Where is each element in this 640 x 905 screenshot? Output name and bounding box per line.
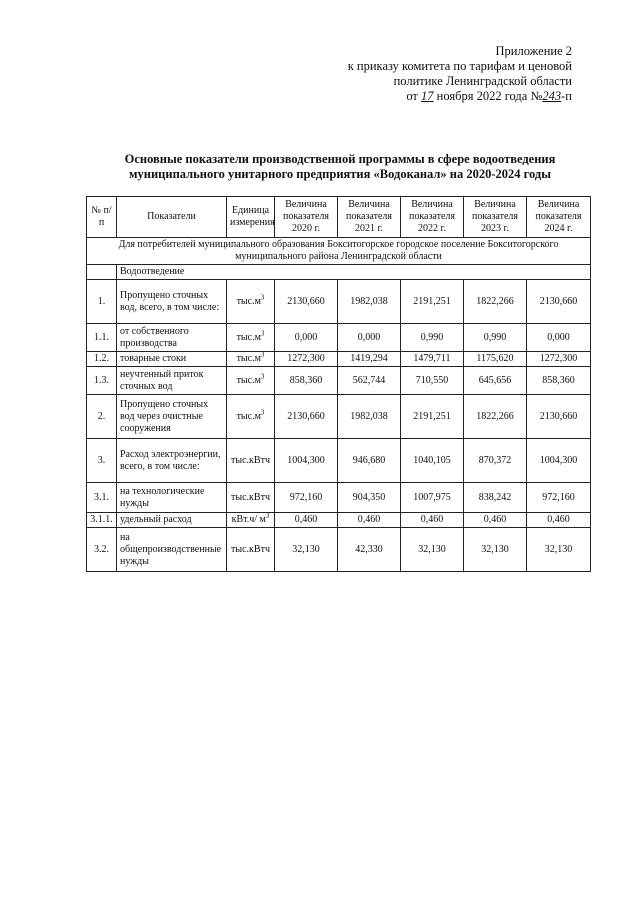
header-num: № п/п — [87, 197, 117, 238]
row-unit — [227, 513, 275, 528]
unit-text: тыс.м — [236, 331, 261, 343]
value-cell-2021: 1982,038 — [338, 280, 401, 324]
unit-superscript: 3 — [260, 329, 265, 338]
row-unit — [227, 367, 275, 395]
subsection-empty-cell — [87, 265, 117, 280]
date-prefix: от — [406, 89, 418, 103]
value-cell-2023: 1822,266 — [464, 395, 527, 439]
value-cell-2021: 562,744 — [338, 367, 401, 395]
section-header: Для потребителей муниципального образования Бокситогорское городское поселение Бокситогорского муниципального района Ленинградской области — [87, 238, 591, 265]
row-unit — [227, 483, 275, 513]
row-unit — [227, 528, 275, 572]
row-number: 2. — [87, 395, 117, 439]
value-cell-2022: 32,130 — [401, 528, 464, 572]
value-cell-2020: 1272,300 — [275, 352, 338, 367]
value-cell-2024: 1272,300 — [527, 352, 591, 367]
value-cell-2022: 1479,711 — [401, 352, 464, 367]
value-cell-2024: 1004,300 — [527, 439, 591, 483]
value-cell-2022: 1040,105 — [401, 439, 464, 483]
value-cell-2021: 946,680 — [338, 439, 401, 483]
value-cell-2022: 710,550 — [401, 367, 464, 395]
value-cell-2023: 1822,266 — [464, 280, 527, 324]
value-cell-2020: 2130,660 — [275, 395, 338, 439]
row-number: 1.2. — [87, 352, 117, 367]
value-cell-2023: 1175,620 — [464, 352, 527, 367]
unit-text: тыс.кВтч — [231, 454, 270, 466]
annex-title: Приложение 2 — [495, 44, 572, 58]
value-cell-2020: 972,160 — [275, 483, 338, 513]
table-row — [87, 513, 591, 528]
row-indicator-name: неучтенный приток сточных вод — [117, 367, 227, 395]
unit-superscript: 3 — [260, 293, 265, 302]
row-number: 3.1. — [87, 483, 117, 513]
unit-text: тыс.м — [236, 410, 261, 422]
order-suffix: -п — [561, 89, 572, 103]
section-row — [87, 238, 591, 265]
subsection-row — [87, 265, 591, 280]
row-indicator-name: Пропущено сточных вод, всего, в том числе: — [117, 280, 227, 324]
value-cell-2023: 32,130 — [464, 528, 527, 572]
value-cell-2021: 0,000 — [338, 324, 401, 352]
value-cell-2023: 0,990 — [464, 324, 527, 352]
annex-line3: политике Ленинградской области — [393, 74, 572, 88]
header-row — [87, 197, 591, 238]
unit-superscript: 3 — [260, 350, 265, 359]
value-cell-2024: 858,360 — [527, 367, 591, 395]
value-cell-2021: 1982,038 — [338, 395, 401, 439]
table-row — [87, 280, 591, 324]
unit-text: тыс.м — [236, 295, 261, 307]
annex-block — [332, 44, 572, 104]
table-row — [87, 367, 591, 395]
row-indicator-name: товарные стоки — [117, 352, 227, 367]
value-cell-2020: 2130,660 — [275, 280, 338, 324]
unit-text: тыс.м — [236, 374, 261, 386]
table-row — [87, 324, 591, 352]
header-2020: Величина показателя 2020 г. — [275, 197, 338, 238]
row-indicator-name: Пропущено сточных вод через очистные сооружения — [117, 395, 227, 439]
value-cell-2022: 1007,975 — [401, 483, 464, 513]
table-row — [87, 439, 591, 483]
row-unit — [227, 439, 275, 483]
value-cell-2024: 0,000 — [527, 324, 591, 352]
table-row — [87, 528, 591, 572]
unit-superscript: 3 — [260, 408, 265, 417]
table-row — [87, 483, 591, 513]
value-cell-2022: 2191,251 — [401, 395, 464, 439]
header-unit: Единица измерения — [227, 197, 275, 238]
table-row — [87, 352, 591, 367]
row-number: 3.1.1. — [87, 513, 117, 528]
order-day: 17 — [421, 89, 434, 103]
value-cell-2020: 0,000 — [275, 324, 338, 352]
annex-line2: к приказу комитета по тарифам и ценовой — [347, 59, 572, 73]
row-number: 1.1. — [87, 324, 117, 352]
row-number: 1. — [87, 280, 117, 324]
value-cell-2020: 858,360 — [275, 367, 338, 395]
value-cell-2021: 0,460 — [338, 513, 401, 528]
document-title: Основные показатели производственной программы в сфере водоотведения муниципального унитарного предприятия «Водоканал» на 2020-2024 годы — [124, 152, 556, 181]
row-indicator-name: удельный расход — [117, 513, 227, 528]
value-cell-2021: 42,330 — [338, 528, 401, 572]
header-2023: Величина показателя 2023 г. — [464, 197, 527, 238]
value-cell-2023: 645,656 — [464, 367, 527, 395]
value-cell-2022: 0,990 — [401, 324, 464, 352]
row-indicator-name: от собственного производства — [117, 324, 227, 352]
row-number: 3.2. — [87, 528, 117, 572]
value-cell-2023: 870,372 — [464, 439, 527, 483]
header-2021: Величина показателя 2021 г. — [338, 197, 401, 238]
value-cell-2024: 972,160 — [527, 483, 591, 513]
table-row — [87, 395, 591, 439]
unit-superscript: 3 — [260, 372, 265, 381]
value-cell-2022: 0,460 — [401, 513, 464, 528]
row-number: 1.3. — [87, 367, 117, 395]
value-cell-2020: 1004,300 — [275, 439, 338, 483]
value-cell-2024: 2130,660 — [527, 280, 591, 324]
unit-text: тыс.кВтч — [231, 543, 270, 555]
header-2024: Величина показателя 2024 г. — [527, 197, 591, 238]
unit-superscript: 3 — [265, 511, 270, 520]
value-cell-2021: 1419,294 — [338, 352, 401, 367]
value-cell-2023: 0,460 — [464, 513, 527, 528]
row-unit — [227, 352, 275, 367]
row-unit — [227, 324, 275, 352]
row-number: 3. — [87, 439, 117, 483]
value-cell-2020: 0,460 — [275, 513, 338, 528]
value-cell-2021: 904,350 — [338, 483, 401, 513]
value-cell-2022: 2191,251 — [401, 280, 464, 324]
value-cell-2020: 32,130 — [275, 528, 338, 572]
row-indicator-name: Расход электроэнергии, всего, в том числе: — [117, 439, 227, 483]
unit-text: тыс.кВтч — [231, 491, 270, 503]
row-unit — [227, 395, 275, 439]
value-cell-2024: 0,460 — [527, 513, 591, 528]
row-indicator-name: на общепроизводственные нужды — [117, 528, 227, 572]
date-mid: ноября 2022 года № — [436, 89, 543, 103]
subsection-label: Водоотведение — [117, 265, 591, 280]
value-cell-2024: 32,130 — [527, 528, 591, 572]
value-cell-2024: 2130,660 — [527, 395, 591, 439]
header-2022: Величина показателя 2022 г. — [401, 197, 464, 238]
row-unit — [227, 280, 275, 324]
unit-text: тыс.м — [236, 353, 261, 364]
header-indicator: Показатели — [117, 197, 227, 238]
unit-text: кВт.ч/ м — [231, 514, 266, 525]
row-indicator-name: на технологические нужды — [117, 483, 227, 513]
annex-date — [332, 89, 572, 104]
value-cell-2023: 838,242 — [464, 483, 527, 513]
indicators-table — [86, 196, 591, 572]
order-number: 243 — [542, 89, 562, 103]
